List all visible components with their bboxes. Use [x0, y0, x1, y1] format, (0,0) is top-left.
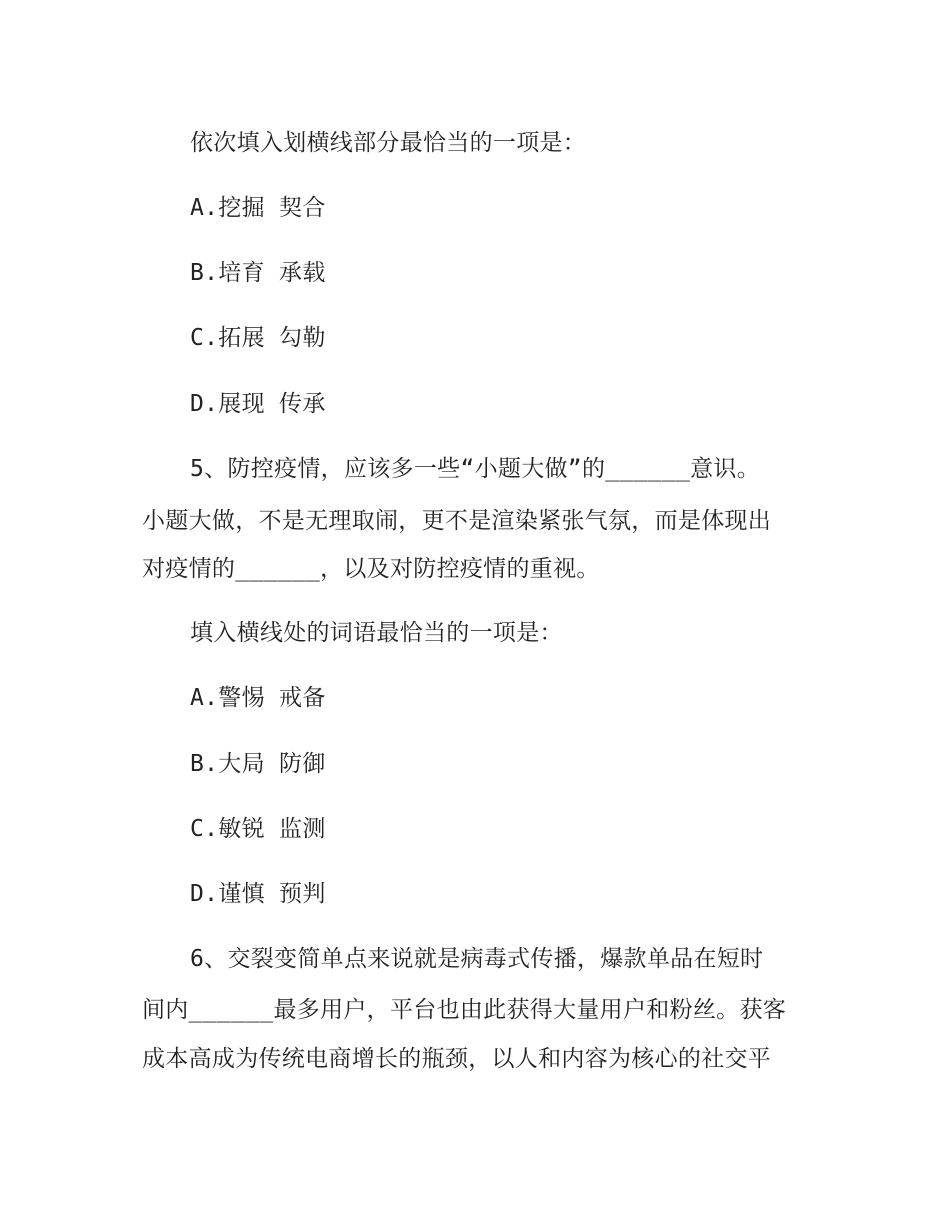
q4-prompt: 依次填入划横线部分最恰当的一项是： — [190, 130, 587, 156]
q5-option-d: D.谨慎 预判 — [190, 881, 326, 907]
q5-stem-line-1: 5、防控疫情，应该多一些“小题大做”的______意识。 — [190, 456, 761, 482]
q5-stem-line-2: 小题大做，不是无理取闹，更不是渲染紧张气氛，而是体现出 — [142, 508, 772, 534]
q5-stem-line-3: 对疫情的______，以及对防控疫情的重视。 — [142, 556, 600, 582]
q4-option-c: C.拓展 勾勒 — [190, 325, 326, 351]
q5-option-c: C.敏锐 监测 — [190, 816, 326, 842]
q6-stem-line-3: 成本高成为传统电商增长的瓶颈，以人和内容为核心的社交平 — [142, 1046, 772, 1072]
q6-stem-line-1: 6、交裂变简单点来说就是病毒式传播，爆款单品在短时 — [190, 946, 764, 972]
q5-option-b: B.大局 防御 — [190, 751, 326, 777]
q5-prompt: 填入横线处的词语最恰当的一项是： — [190, 620, 563, 646]
q5-option-a: A.警惕 戒备 — [190, 685, 326, 711]
q4-option-d: D.展现 传承 — [190, 391, 326, 417]
q4-option-a: A.挖掘 契合 — [190, 195, 326, 221]
q4-option-b: B.培育 承载 — [190, 260, 326, 286]
q6-stem-line-2: 间内______最多用户，平台也由此获得大量用户和粉丝。获客 — [142, 997, 787, 1023]
